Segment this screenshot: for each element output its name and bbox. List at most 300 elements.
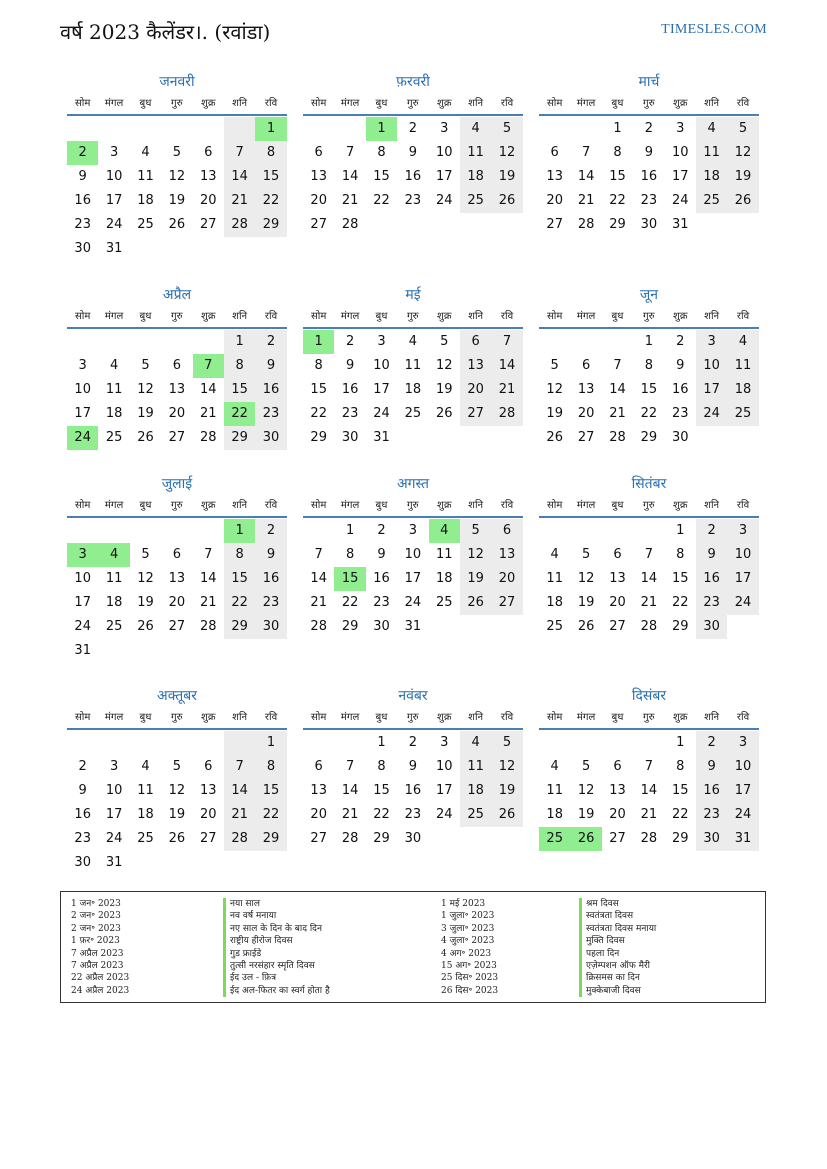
holiday-day-cell[interactable]: 1 (224, 519, 255, 543)
day-cell[interactable]: 2 (408, 735, 417, 750)
day-cell[interactable]: 12 (577, 571, 595, 586)
day-cell[interactable]: 1 (676, 523, 685, 538)
day-cell[interactable]: 21 (640, 595, 658, 610)
day-cell[interactable]: 28 (341, 831, 359, 846)
day-cell[interactable]: 21 (577, 193, 595, 208)
day-cell[interactable]: 24 (727, 803, 758, 827)
day-cell[interactable]: 19 (137, 595, 154, 610)
day-cell[interactable]: 25 (105, 619, 123, 634)
day-cell[interactable]: 6 (314, 145, 323, 160)
day-cell[interactable]: 16 (696, 567, 727, 591)
day-cell[interactable]: 20 (460, 378, 491, 402)
day-cell[interactable]: 21 (224, 189, 255, 213)
day-cell[interactable]: 7 (644, 759, 653, 774)
day-cell[interactable]: 15 (373, 169, 390, 184)
day-cell[interactable]: 2 (78, 759, 87, 774)
day-cell[interactable]: 27 (168, 619, 186, 634)
day-cell[interactable]: 30 (341, 430, 359, 445)
day-cell[interactable]: 29 (224, 615, 255, 639)
day-cell[interactable]: 18 (460, 779, 491, 803)
day-cell[interactable]: 12 (491, 755, 522, 779)
day-cell[interactable]: 14 (640, 571, 658, 586)
day-cell[interactable]: 31 (373, 430, 390, 445)
day-cell[interactable]: 12 (491, 141, 522, 165)
day-cell[interactable]: 22 (224, 591, 255, 615)
day-cell[interactable]: 19 (491, 779, 522, 803)
day-cell[interactable]: 26 (435, 406, 453, 421)
day-cell[interactable]: 25 (137, 217, 154, 232)
day-cell[interactable]: 27 (168, 430, 186, 445)
day-cell[interactable]: 14 (224, 165, 255, 189)
day-cell[interactable]: 26 (491, 189, 522, 213)
day-cell[interactable]: 28 (577, 217, 595, 232)
day-cell[interactable]: 28 (199, 430, 217, 445)
day-cell[interactable]: 9 (377, 547, 386, 562)
day-cell[interactable]: 6 (172, 547, 181, 562)
day-cell[interactable]: 10 (105, 783, 123, 798)
day-cell[interactable]: 18 (435, 571, 453, 586)
day-cell[interactable]: 25 (696, 189, 727, 213)
holiday-day-cell[interactable]: 2 (67, 141, 98, 165)
day-cell[interactable]: 15 (224, 378, 255, 402)
day-cell[interactable]: 27 (310, 831, 327, 846)
day-cell[interactable]: 31 (727, 827, 758, 851)
day-cell[interactable]: 21 (341, 807, 359, 822)
day-cell[interactable]: 31 (105, 855, 123, 870)
day-cell[interactable]: 18 (727, 378, 758, 402)
day-cell[interactable]: 30 (696, 827, 727, 851)
day-cell[interactable]: 20 (609, 807, 626, 822)
day-cell[interactable]: 27 (491, 591, 522, 615)
day-cell[interactable]: 19 (577, 807, 595, 822)
day-cell[interactable]: 20 (199, 193, 217, 208)
day-cell[interactable]: 28 (199, 619, 217, 634)
day-cell[interactable]: 19 (137, 406, 154, 421)
day-cell[interactable]: 17 (696, 378, 727, 402)
day-cell[interactable]: 3 (109, 145, 119, 160)
day-cell[interactable]: 4 (727, 330, 758, 354)
day-cell[interactable]: 17 (105, 193, 123, 208)
day-cell[interactable]: 3 (676, 121, 685, 136)
day-cell[interactable]: 20 (491, 567, 522, 591)
holiday-day-cell[interactable]: 15 (334, 567, 365, 591)
day-cell[interactable]: 26 (491, 803, 522, 827)
day-cell[interactable]: 27 (546, 217, 563, 232)
day-cell[interactable]: 15 (310, 382, 327, 397)
holiday-day-cell[interactable]: 24 (67, 426, 98, 450)
day-cell[interactable]: 5 (440, 334, 449, 349)
day-cell[interactable]: 28 (341, 217, 359, 232)
day-cell[interactable]: 22 (373, 807, 390, 822)
day-cell[interactable]: 16 (74, 807, 91, 822)
day-cell[interactable]: 28 (310, 619, 327, 634)
day-cell[interactable]: 16 (404, 169, 422, 184)
day-cell[interactable]: 7 (345, 759, 355, 774)
day-cell[interactable]: 30 (74, 241, 91, 256)
day-cell[interactable]: 11 (105, 382, 123, 397)
day-cell[interactable]: 10 (671, 145, 689, 160)
day-cell[interactable]: 31 (671, 217, 689, 232)
day-cell[interactable]: 26 (460, 591, 491, 615)
day-cell[interactable]: 10 (696, 354, 727, 378)
day-cell[interactable]: 27 (460, 402, 491, 426)
day-cell[interactable]: 23 (404, 807, 422, 822)
day-cell[interactable]: 12 (137, 571, 154, 586)
day-cell[interactable]: 15 (671, 783, 689, 798)
day-cell[interactable]: 25 (460, 803, 491, 827)
day-cell[interactable]: 13 (460, 354, 491, 378)
day-cell[interactable]: 23 (74, 831, 91, 846)
day-cell[interactable]: 25 (727, 402, 758, 426)
day-cell[interactable]: 7 (613, 358, 622, 373)
day-cell[interactable]: 6 (314, 759, 323, 774)
day-cell[interactable]: 27 (609, 619, 626, 634)
day-cell[interactable]: 22 (255, 189, 286, 213)
day-cell[interactable]: 31 (404, 619, 422, 634)
day-cell[interactable]: 26 (137, 619, 154, 634)
day-cell[interactable]: 6 (460, 330, 491, 354)
day-cell[interactable]: 24 (105, 831, 123, 846)
day-cell[interactable]: 16 (640, 169, 658, 184)
day-cell[interactable]: 16 (341, 382, 359, 397)
day-cell[interactable]: 8 (676, 759, 685, 774)
day-cell[interactable]: 13 (609, 571, 626, 586)
day-cell[interactable]: 12 (137, 382, 154, 397)
day-cell[interactable]: 21 (199, 595, 217, 610)
day-cell[interactable]: 11 (404, 358, 422, 373)
day-cell[interactable]: 17 (435, 169, 453, 184)
day-cell[interactable]: 15 (609, 169, 626, 184)
day-cell[interactable]: 4 (109, 358, 119, 373)
day-cell[interactable]: 13 (199, 169, 217, 184)
day-cell[interactable]: 30 (696, 615, 727, 639)
day-cell[interactable]: 2 (696, 731, 727, 755)
brand-logo-text[interactable]: TIMESLES.COM (661, 22, 767, 37)
day-cell[interactable]: 6 (613, 547, 622, 562)
day-cell[interactable]: 7 (314, 547, 323, 562)
day-cell[interactable]: 15 (224, 567, 255, 591)
day-cell[interactable]: 25 (137, 831, 154, 846)
day-cell[interactable]: 9 (408, 145, 417, 160)
day-cell[interactable]: 8 (255, 141, 286, 165)
day-cell[interactable]: 6 (581, 358, 591, 373)
day-cell[interactable]: 13 (168, 571, 186, 586)
day-cell[interactable]: 25 (460, 189, 491, 213)
day-cell[interactable]: 6 (613, 759, 622, 774)
day-cell[interactable]: 14 (341, 783, 359, 798)
day-cell[interactable]: 5 (141, 358, 150, 373)
day-cell[interactable]: 9 (696, 543, 727, 567)
holiday-day-cell[interactable]: 4 (429, 519, 460, 543)
day-cell[interactable]: 22 (609, 193, 626, 208)
day-cell[interactable]: 23 (404, 193, 422, 208)
day-cell[interactable]: 23 (255, 591, 286, 615)
day-cell[interactable]: 7 (491, 330, 522, 354)
day-cell[interactable]: 30 (373, 619, 390, 634)
day-cell[interactable]: 13 (609, 783, 626, 798)
day-cell[interactable]: 26 (168, 217, 186, 232)
day-cell[interactable]: 29 (224, 426, 255, 450)
day-cell[interactable]: 7 (224, 141, 255, 165)
day-cell[interactable]: 29 (310, 430, 327, 445)
day-cell[interactable]: 13 (310, 169, 327, 184)
day-cell[interactable]: 9 (696, 755, 727, 779)
day-cell[interactable]: 24 (74, 619, 91, 634)
day-cell[interactable]: 16 (671, 382, 689, 397)
day-cell[interactable]: 26 (168, 831, 186, 846)
day-cell[interactable]: 1 (644, 334, 653, 349)
day-cell[interactable]: 15 (255, 779, 286, 803)
day-cell[interactable]: 26 (577, 619, 595, 634)
day-cell[interactable]: 20 (577, 406, 595, 421)
day-cell[interactable]: 23 (341, 406, 359, 421)
day-cell[interactable]: 3 (696, 330, 727, 354)
day-cell[interactable]: 17 (105, 807, 123, 822)
day-cell[interactable]: 18 (404, 382, 422, 397)
day-cell[interactable]: 10 (74, 571, 91, 586)
day-cell[interactable]: 12 (577, 783, 595, 798)
day-cell[interactable]: 14 (199, 571, 217, 586)
day-cell[interactable]: 5 (581, 759, 591, 774)
day-cell[interactable]: 4 (460, 731, 491, 755)
day-cell[interactable]: 16 (696, 779, 727, 803)
day-cell[interactable]: 1 (255, 731, 286, 755)
day-cell[interactable]: 28 (224, 827, 255, 851)
day-cell[interactable]: 11 (435, 547, 453, 562)
day-cell[interactable]: 19 (460, 567, 491, 591)
day-cell[interactable]: 11 (105, 571, 123, 586)
day-cell[interactable]: 17 (671, 169, 689, 184)
day-cell[interactable]: 14 (491, 354, 522, 378)
day-cell[interactable]: 26 (137, 430, 154, 445)
day-cell[interactable]: 17 (727, 779, 758, 803)
day-cell[interactable]: 24 (404, 595, 422, 610)
day-cell[interactable]: 10 (404, 547, 422, 562)
day-cell[interactable]: 10 (435, 759, 453, 774)
day-cell[interactable]: 23 (255, 402, 286, 426)
day-cell[interactable]: 8 (314, 358, 323, 373)
day-cell[interactable]: 6 (204, 145, 213, 160)
day-cell[interactable]: 11 (546, 783, 563, 798)
day-cell[interactable]: 14 (199, 382, 217, 397)
day-cell[interactable]: 3 (727, 731, 758, 755)
day-cell[interactable]: 10 (373, 358, 390, 373)
day-cell[interactable]: 24 (696, 402, 727, 426)
day-cell[interactable]: 11 (727, 354, 758, 378)
day-cell[interactable]: 13 (546, 169, 563, 184)
day-cell[interactable]: 16 (404, 783, 422, 798)
day-cell[interactable]: 3 (440, 735, 449, 750)
day-cell[interactable]: 21 (310, 595, 327, 610)
day-cell[interactable]: 7 (224, 755, 255, 779)
day-cell[interactable]: 5 (172, 759, 181, 774)
day-cell[interactable]: 5 (581, 547, 591, 562)
day-cell[interactable]: 21 (640, 807, 658, 822)
day-cell[interactable]: 15 (640, 382, 658, 397)
day-cell[interactable]: 14 (609, 382, 626, 397)
day-cell[interactable]: 24 (671, 193, 689, 208)
day-cell[interactable]: 8 (676, 547, 685, 562)
day-cell[interactable]: 23 (640, 193, 658, 208)
day-cell[interactable]: 7 (204, 547, 213, 562)
day-cell[interactable]: 10 (105, 169, 123, 184)
day-cell[interactable]: 7 (345, 145, 355, 160)
day-cell[interactable]: 28 (609, 430, 626, 445)
holiday-day-cell[interactable]: 7 (193, 354, 224, 378)
day-cell[interactable]: 4 (460, 117, 491, 141)
day-cell[interactable]: 16 (255, 378, 286, 402)
day-cell[interactable]: 4 (141, 145, 150, 160)
day-cell[interactable]: 6 (172, 358, 181, 373)
day-cell[interactable]: 5 (460, 519, 491, 543)
day-cell[interactable]: 13 (310, 783, 327, 798)
day-cell[interactable]: 9 (255, 354, 286, 378)
day-cell[interactable]: 20 (609, 595, 626, 610)
day-cell[interactable]: 5 (491, 117, 522, 141)
day-cell[interactable]: 1 (676, 735, 685, 750)
day-cell[interactable]: 17 (74, 406, 91, 421)
day-cell[interactable]: 30 (255, 615, 286, 639)
day-cell[interactable]: 15 (671, 571, 689, 586)
day-cell[interactable]: 4 (696, 117, 727, 141)
day-cell[interactable]: 2 (408, 121, 417, 136)
day-cell[interactable]: 18 (460, 165, 491, 189)
day-cell[interactable]: 6 (550, 145, 559, 160)
day-cell[interactable]: 8 (377, 145, 386, 160)
day-cell[interactable]: 9 (345, 358, 355, 373)
day-cell[interactable]: 12 (460, 543, 491, 567)
day-cell[interactable]: 6 (491, 519, 522, 543)
day-cell[interactable]: 4 (141, 759, 150, 774)
day-cell[interactable]: 2 (676, 334, 685, 349)
day-cell[interactable]: 21 (491, 378, 522, 402)
day-cell[interactable]: 20 (546, 193, 563, 208)
day-cell[interactable]: 10 (727, 755, 758, 779)
day-cell[interactable]: 9 (255, 543, 286, 567)
day-cell[interactable]: 24 (435, 807, 453, 822)
day-cell[interactable]: 7 (581, 145, 591, 160)
day-cell[interactable]: 13 (168, 382, 186, 397)
day-cell[interactable]: 8 (345, 547, 355, 562)
day-cell[interactable]: 10 (74, 382, 91, 397)
day-cell[interactable]: 13 (199, 783, 217, 798)
day-cell[interactable]: 4 (408, 334, 417, 349)
day-cell[interactable]: 1 (377, 735, 386, 750)
day-cell[interactable]: 12 (168, 169, 186, 184)
day-cell[interactable]: 19 (168, 193, 186, 208)
holiday-day-cell[interactable]: 25 (539, 827, 570, 851)
day-cell[interactable]: 29 (671, 831, 689, 846)
day-cell[interactable]: 8 (644, 358, 653, 373)
day-cell[interactable]: 3 (727, 519, 758, 543)
day-cell[interactable]: 19 (168, 807, 186, 822)
day-cell[interactable]: 3 (408, 523, 417, 538)
holiday-day-cell[interactable]: 26 (570, 827, 601, 851)
day-cell[interactable]: 4 (550, 547, 559, 562)
day-cell[interactable]: 17 (74, 595, 91, 610)
day-cell[interactable]: 16 (74, 193, 91, 208)
day-cell[interactable]: 2 (255, 519, 286, 543)
day-cell[interactable]: 2 (696, 519, 727, 543)
day-cell[interactable]: 15 (255, 165, 286, 189)
day-cell[interactable]: 10 (727, 543, 758, 567)
day-cell[interactable]: 14 (310, 571, 327, 586)
day-cell[interactable]: 1 (224, 330, 255, 354)
day-cell[interactable]: 5 (172, 145, 181, 160)
day-cell[interactable]: 12 (168, 783, 186, 798)
day-cell[interactable]: 14 (640, 783, 658, 798)
day-cell[interactable]: 11 (460, 755, 491, 779)
day-cell[interactable]: 3 (78, 358, 87, 373)
day-cell[interactable]: 26 (727, 189, 758, 213)
day-cell[interactable]: 8 (613, 145, 622, 160)
day-cell[interactable]: 30 (640, 217, 658, 232)
day-cell[interactable]: 22 (671, 595, 689, 610)
day-cell[interactable]: 3 (109, 759, 119, 774)
day-cell[interactable]: 25 (546, 619, 563, 634)
day-cell[interactable]: 11 (137, 169, 154, 184)
day-cell[interactable]: 24 (373, 406, 390, 421)
day-cell[interactable]: 2 (377, 523, 386, 538)
day-cell[interactable]: 29 (640, 430, 658, 445)
day-cell[interactable]: 20 (310, 193, 327, 208)
day-cell[interactable]: 27 (609, 831, 626, 846)
day-cell[interactable]: 3 (440, 121, 449, 136)
day-cell[interactable]: 14 (577, 169, 595, 184)
day-cell[interactable]: 24 (727, 591, 758, 615)
holiday-day-cell[interactable]: 4 (98, 543, 129, 567)
day-cell[interactable]: 16 (255, 567, 286, 591)
day-cell[interactable]: 11 (546, 571, 563, 586)
day-cell[interactable]: 5 (141, 547, 150, 562)
day-cell[interactable]: 23 (696, 803, 727, 827)
day-cell[interactable]: 2 (345, 334, 355, 349)
day-cell[interactable]: 25 (435, 595, 453, 610)
day-cell[interactable]: 17 (435, 783, 453, 798)
day-cell[interactable]: 12 (546, 382, 563, 397)
day-cell[interactable]: 19 (546, 406, 563, 421)
day-cell[interactable]: 6 (204, 759, 213, 774)
day-cell[interactable]: 19 (577, 595, 595, 610)
day-cell[interactable]: 30 (74, 855, 91, 870)
day-cell[interactable]: 13 (577, 382, 595, 397)
day-cell[interactable]: 8 (224, 354, 255, 378)
day-cell[interactable]: 18 (137, 193, 154, 208)
day-cell[interactable]: 11 (696, 141, 727, 165)
day-cell[interactable]: 13 (491, 543, 522, 567)
day-cell[interactable]: 23 (671, 406, 689, 421)
day-cell[interactable]: 23 (373, 595, 390, 610)
day-cell[interactable]: 29 (341, 619, 359, 634)
day-cell[interactable]: 29 (255, 213, 286, 237)
day-cell[interactable]: 18 (696, 165, 727, 189)
day-cell[interactable]: 15 (373, 783, 390, 798)
day-cell[interactable]: 4 (550, 759, 559, 774)
day-cell[interactable]: 18 (546, 807, 563, 822)
day-cell[interactable]: 29 (373, 831, 390, 846)
day-cell[interactable]: 7 (644, 547, 653, 562)
day-cell[interactable]: 25 (404, 406, 422, 421)
day-cell[interactable]: 25 (105, 430, 123, 445)
day-cell[interactable]: 9 (408, 759, 417, 774)
day-cell[interactable]: 17 (373, 382, 390, 397)
day-cell[interactable]: 19 (435, 382, 453, 397)
holiday-day-cell[interactable]: 1 (303, 330, 334, 354)
day-cell[interactable]: 9 (644, 145, 653, 160)
day-cell[interactable]: 5 (491, 731, 522, 755)
day-cell[interactable]: 27 (577, 430, 595, 445)
day-cell[interactable]: 2 (255, 330, 286, 354)
